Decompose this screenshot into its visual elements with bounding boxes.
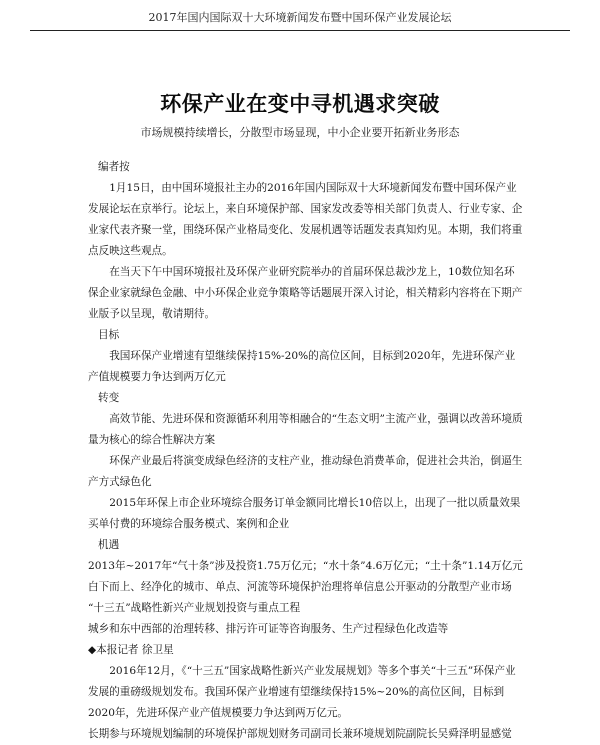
article-paragraph: 2016年12月，《“十三五”国家战略性新兴产业发展规划》等多个事关“十三五”环保产业发展的重磅级规划发布。我国环保产业增速有望继续保持15%~20%的高位区间，目标到2020年，先进环保产业产值规模要力争达到两万亿元。 xyxy=(88,665,516,719)
opportunity-label: 机遇 xyxy=(98,539,120,551)
opportunity-line: “十三五”战略性新兴产业规划投资与重点工程 xyxy=(88,602,301,614)
article-body xyxy=(88,157,524,745)
article-paragraph: 长期参与环境规划编制的环境保护部规划财务司副司长兼环境规划院副院长吴舜泽明显感觉 xyxy=(88,728,512,740)
transform-paragraph: 高效节能、先进环保和资源循环利用等相融合的“生态文明”主流产业，强调以改善环境质量为核心的综合性解决方案 xyxy=(88,413,523,446)
goal-label: 目标 xyxy=(98,329,120,341)
goal-paragraph: 我国环保产业增速有望继续保持15%-20%的高位区间，目标到2020年，先进环保产业产值规模要力争达到两万亿元 xyxy=(88,350,516,383)
opportunity-line: 2013年~2017年“气十条”涉及投资1.75万亿元；“水十条”4.6万亿元；“土十条”1.14万亿元 xyxy=(88,560,523,572)
editor-note-label: 编者按 xyxy=(98,161,130,173)
transform-label: 转变 xyxy=(98,392,120,404)
reporter-byline: ◆本报记者 徐卫星 xyxy=(88,644,174,656)
transform-paragraph: 2015年环保上市企业环境综合服务订单金额同比增长10倍以上，出现了一批以质量效果买单付费的环境综合服务模式、案例和企业 xyxy=(88,497,521,530)
transform-paragraph: 环保产业最后将演变成绿色经济的支柱产业，推动绿色消费革命，促进社会共治，倒逼生产方式绿色化 xyxy=(88,455,523,488)
opportunity-line: 城乡和东中西部的治理转移、排污许可证等咨询服务、生产过程绿色化改造等 xyxy=(88,623,449,635)
editor-note-paragraph: 在当天下午中国环境报社及环保产业研究院举办的首届环保总裁沙龙上，10数位知名环保企业家就绿色金融、中小环保企业竞争策略等话题展开深入讨论，相关精彩内容将在下期产业版予以呈现，敬请期待。 xyxy=(88,266,523,320)
running-header: 2017年国内国际双十大环境新闻发布暨中国环保产业发展论坛 xyxy=(30,8,570,31)
article-title: 环保产业在变中寻机遇求突破 xyxy=(160,91,440,116)
article-subtitle: 市场规模持续增长，分散型市场显现，中小企业要开拓新业务形态 xyxy=(140,126,460,139)
opportunity-line: 白下而上、经净化的城市、单点、河流等环境保护治理将单信息公开驱动的分散型产业市场 xyxy=(88,581,512,593)
editor-note-paragraph: 1月15日，由中国环境报社主办的2016年国内国际双十大环境新闻发布暨中国环保产业发展论坛在京举行。论坛上，来自环境保护部、国家发改委等相关部门负责人、行业专家、企业家代表齐聚一堂，围绕环保产业格局变化、发展机遇等话题发表真知灼见。本期，我们将重点反映这些观点。 xyxy=(88,182,523,257)
